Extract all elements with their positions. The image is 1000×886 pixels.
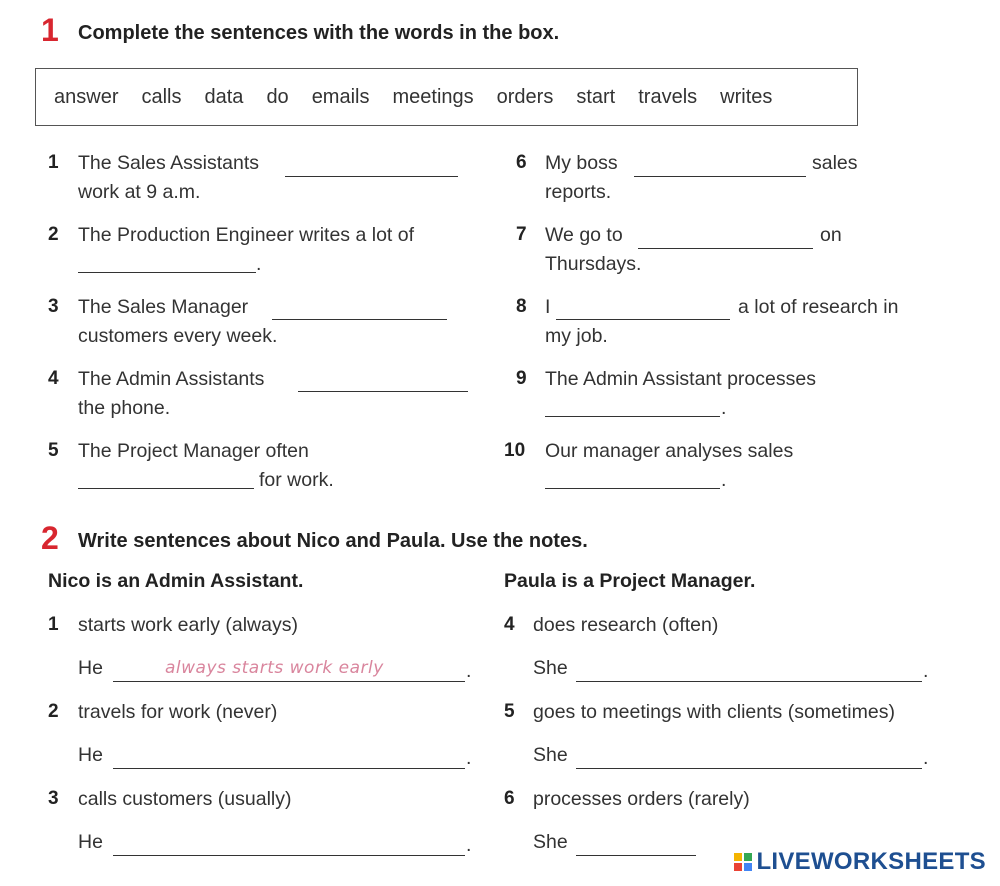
word-start: start: [576, 85, 616, 108]
ex1-item-2-end: .: [256, 253, 262, 275]
ex1-item-6-text: My boss: [545, 152, 618, 174]
ex1-item-7-text-cont: Thursdays.: [545, 253, 642, 275]
word-box: [35, 68, 858, 126]
ex1-item-3-blank[interactable]: [272, 319, 447, 320]
word-do: do: [266, 85, 289, 108]
word-travels: travels: [638, 85, 698, 108]
ex2-item-4-pronoun: She: [533, 657, 568, 679]
ex1-item-6-blank[interactable]: [634, 176, 806, 177]
exercise-2-title: Write sentences about Nico and Paula. Use the notes.: [78, 530, 588, 552]
ex1-item-10-number: 10: [504, 440, 526, 461]
exercise-1-number: 1: [41, 12, 59, 48]
word-orders: orders: [496, 85, 554, 108]
paula-heading: Paula is a Project Manager.: [504, 570, 756, 592]
ex1-item-1-blank[interactable]: [285, 176, 458, 177]
ex1-item-9-text: The Admin Assistant processes: [545, 368, 816, 390]
ex1-item-7-number: 7: [516, 224, 527, 245]
ex1-item-1-text-cont: work at 9 a.m.: [78, 181, 201, 203]
word-meetings: meetings: [392, 85, 474, 108]
ex2-item-5-number: 5: [504, 701, 515, 722]
nico-heading: Nico is an Admin Assistant.: [48, 570, 304, 592]
ex2-item-5-answer-line[interactable]: [576, 768, 922, 769]
ex2-item-3-pronoun: He: [78, 831, 103, 853]
ex1-item-7-blank[interactable]: [638, 248, 813, 249]
logo-text: LIVEWORKSHEETS: [756, 848, 986, 875]
exercise-2-number: 2: [41, 520, 59, 556]
ex2-item-3-end: .: [466, 834, 472, 856]
ex1-item-3-number: 3: [48, 296, 59, 317]
word-answer: answer: [54, 85, 119, 108]
ex1-item-2-number: 2: [48, 224, 59, 245]
ex1-item-9-number: 9: [516, 368, 527, 389]
ex2-item-3-number: 3: [48, 788, 59, 809]
ex1-item-4-blank[interactable]: [298, 391, 468, 392]
ex2-item-4-answer-line[interactable]: [576, 681, 922, 682]
ex2-item-2-number: 2: [48, 701, 59, 722]
ex2-item-2-pronoun: He: [78, 744, 103, 766]
ex1-item-9-blank[interactable]: [545, 416, 720, 417]
ex1-item-2-blank[interactable]: [78, 272, 256, 273]
ex1-item-8-text-cont: my job.: [545, 325, 608, 347]
ex1-item-5-end: for work.: [259, 469, 334, 491]
ex1-item-10-text: Our manager analyses sales: [545, 440, 794, 462]
ex1-item-10-blank[interactable]: [545, 488, 720, 489]
ex2-item-4-end: .: [923, 660, 929, 682]
ex1-item-4-text-cont: the phone.: [78, 397, 171, 419]
ex1-item-5-blank[interactable]: [78, 488, 254, 489]
liveworksheets-logo: [734, 848, 986, 876]
ex2-item-1-number: 1: [48, 614, 59, 635]
ex1-item-3-text: The Sales Manager: [78, 296, 249, 318]
ex1-item-6-text-cont: reports.: [545, 181, 612, 203]
exercise-1-title: Complete the sentences with the words in the box.: [78, 22, 560, 44]
ex2-item-5-note: goes to meetings with clients (sometimes): [533, 701, 895, 723]
ex2-item-4-note: does research (often): [533, 614, 719, 636]
ex1-item-8-text: I: [545, 296, 551, 318]
ex1-item-7-mid: on: [820, 224, 842, 246]
ex2-item-1-note: starts work early (always): [78, 614, 298, 636]
ex2-item-1-answer-line[interactable]: [113, 681, 465, 682]
ex2-item-1-pronoun: He: [78, 657, 103, 679]
ex2-item-1-handwritten-answer: always starts work early: [165, 658, 384, 678]
ex2-item-6-note: processes orders (rarely): [533, 788, 750, 810]
ex1-item-3-text-cont: customers every week.: [78, 325, 278, 347]
ex2-item-2-answer-line[interactable]: [113, 768, 465, 769]
ex2-item-5-pronoun: She: [533, 744, 568, 766]
ex1-item-6-mid: sales: [812, 152, 858, 174]
ex1-item-4-number: 4: [48, 368, 59, 389]
ex1-item-4-text: The Admin Assistants: [78, 368, 265, 390]
ex2-item-3-answer-line[interactable]: [113, 855, 465, 856]
word-emails: emails: [311, 85, 370, 108]
ex2-item-1-end: .: [466, 660, 472, 682]
ex2-item-6-number: 6: [504, 788, 515, 809]
ex1-item-2-text: The Production Engineer writes a lot of: [78, 224, 415, 246]
ex1-item-7-text: We go to: [545, 224, 623, 246]
ex2-item-2-end: .: [466, 747, 472, 769]
ex1-item-1-text: The Sales Assistants: [78, 152, 260, 174]
ex1-item-9-end: .: [721, 397, 727, 419]
ex2-item-6-answer-line[interactable]: [576, 855, 696, 856]
ex1-item-6-number: 6: [516, 152, 527, 173]
ex2-item-3-note: calls customers (usually): [78, 788, 292, 810]
ex2-item-6-pronoun: She: [533, 831, 568, 853]
ex2-item-5-end: .: [923, 747, 929, 769]
ex1-item-1-number: 1: [48, 152, 59, 173]
ex1-item-8-number: 8: [516, 296, 527, 317]
ex1-item-5-number: 5: [48, 440, 59, 461]
word-calls: calls: [141, 85, 182, 108]
ex1-item-8-mid: a lot of research in: [738, 296, 899, 318]
word-data: data: [204, 85, 244, 108]
ex1-item-5-text: The Project Manager often: [78, 440, 309, 462]
logo-grid-icon: [734, 853, 752, 871]
ex1-item-8-blank[interactable]: [556, 319, 730, 320]
ex2-item-2-note: travels for work (never): [78, 701, 278, 723]
ex1-item-10-end: .: [721, 469, 727, 491]
word-writes: writes: [720, 85, 773, 108]
ex2-item-4-number: 4: [504, 614, 515, 635]
